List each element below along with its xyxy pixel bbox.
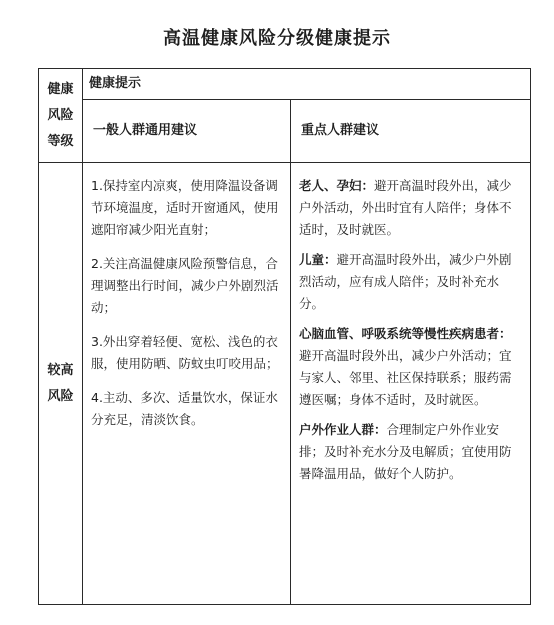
risk-level-value-line: 风险 [47,388,74,404]
risk-level-header [39,69,83,163]
general-advice-item: 1.保持室内凉爽，使用降温设备调节环境温度，适时开窗通风，使用遮阳帘减少阳光直射； [91,178,279,237]
subheader-row [39,100,531,163]
general-advice-item: 3.外出穿着轻便、宽松、浅色的衣服，使用防晒、防蚊虫叮咬用品； [91,334,279,371]
key-advice-item [299,175,522,241]
content-row [39,163,531,605]
key-group-text: 避开高温时段外出，减少户外活动，外出时宜有人陪伴；身体不适时，及时就医。 [299,178,512,237]
key-group-text: 避开高温时段外出，减少户外活动；宜与家人、邻里、社区保持联系；服药需遵医嘱；身体不适时，及时就医。 [299,348,512,407]
risk-level-header-line: 健康 [47,81,74,97]
key-group-text: 合理制定户外作业安排；及时补充水分及电解质；宜使用防暑降温用品，做好个人防护。 [299,422,512,481]
key-advice-item [299,249,522,315]
risk-level-value-line: 较高 [47,362,74,378]
risk-level-header-line: 风险 [47,107,74,123]
risk-level-value [39,163,83,605]
key-group-label: 老人、孕妇： [299,178,375,193]
general-population-header: 一般人群通用建议 [83,100,291,163]
header-row [39,69,531,100]
general-advice-item: 4.主动、多次、适量饮水，保证水分充足，清淡饮食。 [91,390,278,427]
key-advice-item [299,323,522,411]
document-title: 高温健康风险分级健康提示 [163,28,391,49]
key-group-text: 避开高温时段外出，减少户外剧烈活动，应有成人陪伴；及时补充水分。 [299,252,512,311]
key-population-header: 重点人群建议 [291,100,531,163]
general-advice-item: 2.关注高温健康风险预警信息，合理调整出行时间，减少户外剧烈活动； [91,256,279,315]
key-group-label: 户外作业人群： [299,422,387,437]
health-risk-table [38,68,531,605]
key-advice-item [299,419,522,485]
key-group-label: 儿童： [299,252,337,267]
health-hint-header: 健康提示 [83,69,531,100]
risk-level-header-line: 等级 [47,133,74,149]
key-advice-cell [291,163,531,605]
key-group-label: 心脑血管、呼吸系统等慢性疾病患者： [299,326,512,341]
general-advice-cell [83,163,291,605]
